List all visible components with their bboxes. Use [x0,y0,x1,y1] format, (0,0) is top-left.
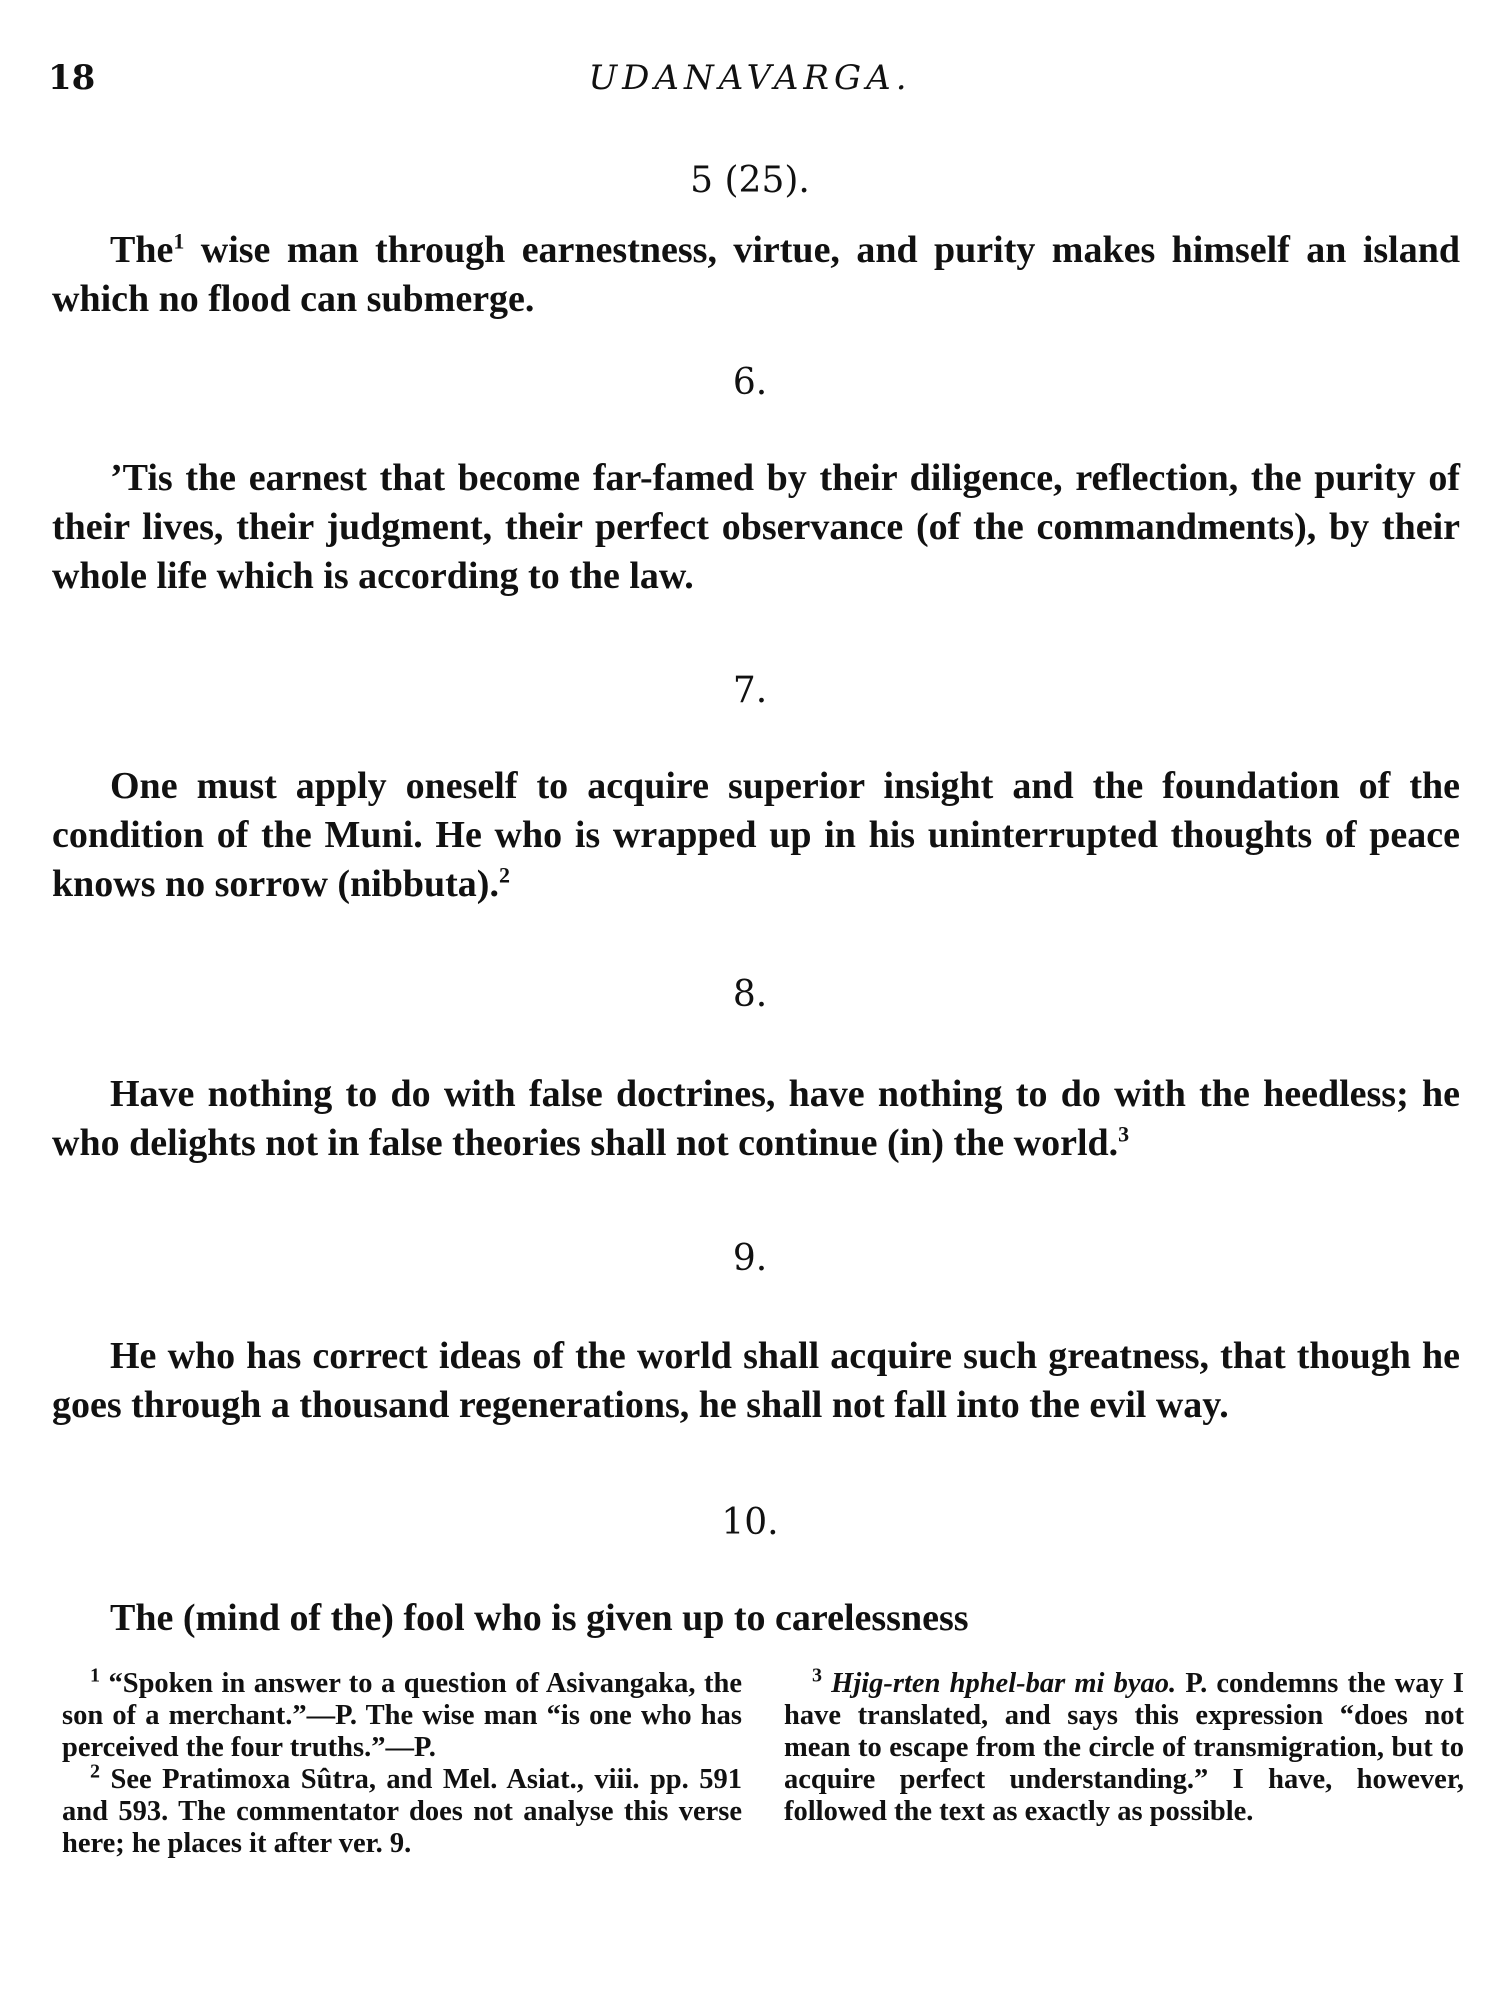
footnote-reference: 1 [173,228,185,254]
verse-text [52,454,1460,601]
footnotes-right-column [784,1664,1465,1860]
verse-number: 6. [732,362,768,403]
page-number: 18 [48,58,96,98]
footnote-reference: 3 [1118,1121,1130,1147]
verse-text [52,226,1460,324]
page-header [48,58,1452,108]
footnotes-left-column [62,1664,742,1860]
verse-text [52,1332,1460,1430]
footnote-text: See Pratimoxa Sûtra, and Mel. Asiat., viii. pp. 591 and 593. The commentator does not analyse this verse here; he places it after ver. 9. [62,1764,742,1859]
footnote [62,1664,742,1764]
footnote-mark: 3 [812,1664,822,1687]
verse-text-segment: He who has correct ideas of the world shall acquire such greatness, that though he goes through a thousand regenerations, he shall not fall into the evil way. [52,1335,1460,1426]
verse-number: 7. [732,670,768,711]
footnote-text: P. condemns the way I have translated, and says this expression “does not mean to escape from the circle of transmigration, but to acquire perfect understanding.” I have, however, followed the text as exactly as possible. [784,1668,1465,1827]
verse-text [52,762,1460,909]
verse-number: 5 (25). [690,160,810,201]
verse-text-segment: wise man through earnestness, virtue, and purity makes himself an island which no flood can submerge. [52,229,1460,320]
footnote [784,1664,1465,1828]
footnotes [62,1664,1465,1860]
footnote-reference: 2 [498,862,510,888]
verse-number: 9. [732,1238,768,1279]
verse-text-segment: The (mind of the) fool who is given up to carelessness [110,1597,969,1639]
verse-text-segment: One must apply oneself to acquire superior insight and the foundation of the condition of the Muni. He who is wrapped up in his uninterrupted thoughts of peace knows no sorrow (nibbuta). [52,765,1460,905]
footnote-text: “Spoken in answer to a question of Asivangaka, the son of a merchant.”—P. The wise man “is one who has perceived the four truths.”—P. [62,1668,742,1763]
verse-text [52,1070,1460,1168]
verse-text-segment: Have nothing to do with false doctrines, have nothing to do with the heedless; he who delights not in false theories shall not continue (in) the world. [52,1073,1460,1164]
verse-text-segment: The [110,229,174,271]
verse-number: 8. [732,974,768,1015]
footnote-mark: 1 [90,1664,100,1687]
footnote-italic-text: Hjig-rten hphel-bar mi byao. [831,1668,1177,1699]
footnote-mark: 2 [90,1760,100,1783]
verse-text-segment: ’Tis the earnest that become far-famed by their diligence, reflection, the purity of their lives, their judgment, their perfect observance (of the commandments), by their whole life which is according to the law. [52,457,1460,597]
running-title: UDANAVARGA. [588,58,912,98]
footnote [62,1760,742,1860]
verse-text [52,1594,1460,1643]
verse-number: 10. [721,1502,779,1543]
